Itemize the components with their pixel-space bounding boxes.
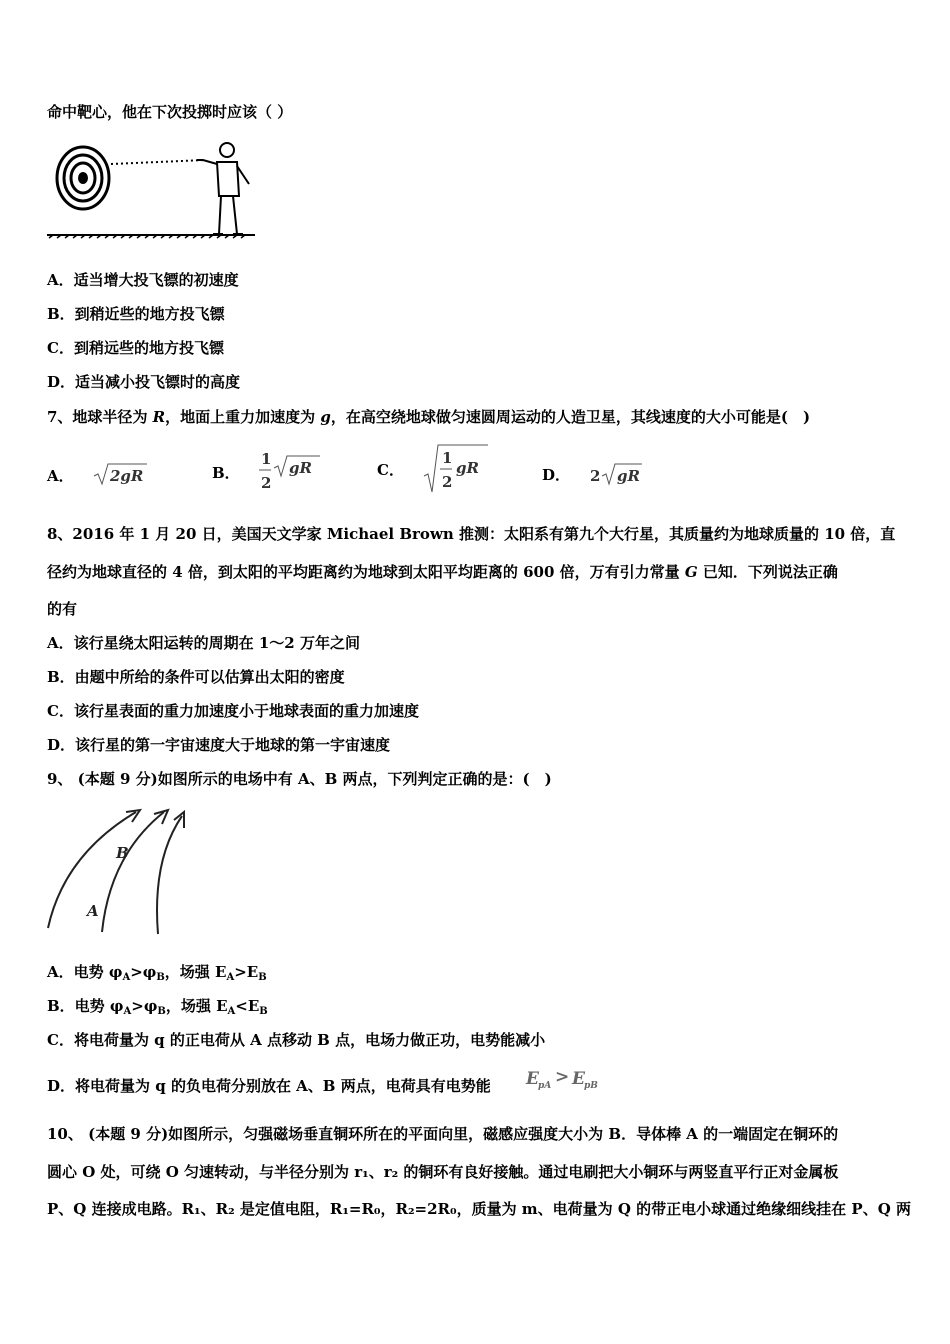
- svg-text:>: >: [555, 1067, 570, 1087]
- svg-text:gR: gR: [288, 459, 312, 477]
- q8-var-g: G: [684, 563, 698, 581]
- q8-option-b: B．由题中所给的条件可以估算出太阳的密度: [47, 668, 345, 686]
- electric-field-figure: [44, 800, 194, 940]
- target-bullseye: [78, 172, 88, 184]
- q10-stem-line3: P、Q 连接成电路。R₁、R₂ 是定值电阻，R₁=R₀，R₂=2R₀，质量为 m、电荷量为 Q 的带正电小球通过绝缘细线挂在 P、Q 两: [47, 1200, 911, 1218]
- svg-text:gR: gR: [455, 459, 479, 477]
- q8-option-a: A．该行星绕太阳运转的周期在 1～2 万年之间: [47, 634, 360, 652]
- q7-option-a-formula: [92, 462, 148, 488]
- dart-target-figure: [45, 138, 260, 243]
- svg-text:2: 2: [260, 474, 272, 492]
- field-arrow-2: [154, 810, 168, 824]
- q7-option-d-formula: [588, 460, 644, 488]
- q7-option-b-label: B．: [212, 463, 240, 482]
- q7-var-r: R: [152, 408, 166, 426]
- dart-path: [111, 160, 205, 164]
- svg-text:gR: gR: [617, 467, 640, 485]
- q7-stem: [47, 407, 810, 427]
- q7-option-a-label: A．: [47, 466, 74, 485]
- point-b-label: B: [116, 844, 129, 862]
- q6-option-b: B．到稍近些的地方投飞镖: [47, 305, 225, 323]
- svg-text:2: 2: [590, 467, 601, 485]
- q6-option-c: C．到稍远些的地方投飞镖: [47, 339, 224, 357]
- q7-option-b: [212, 448, 322, 496]
- q7-var-g: g: [320, 408, 331, 426]
- q8-stem-line2-b: 已知．下列说法正确: [697, 563, 838, 581]
- q8-option-d: D．该行星的第一宇宙速度大于地球的第一宇宙速度: [47, 736, 391, 754]
- q9-option-d-text: D．将电荷量为 q 的负电荷分别放在 A、B 两点，电荷具有电势能: [47, 1077, 491, 1095]
- q7-option-c-formula: [422, 442, 490, 496]
- q6-stem-tail: 命中靶心，他在下次投掷时应该（ ）: [47, 103, 293, 121]
- q9-option-b: B．电势 $\varphi_A>\varphi_B$，场强 $E_A<E_B$: [47, 997, 268, 1017]
- q9-stem: 9、 (本题 9 分)如图所示的电场中有 A、B 两点，下列判定正确的是：( ): [47, 770, 552, 788]
- q7-stem-b: ，地面上重力加速度为: [165, 408, 321, 426]
- q7-option-c: [377, 442, 490, 496]
- q7-option-c-label: C．: [377, 460, 404, 479]
- svg-text:2: 2: [441, 473, 453, 491]
- q7-option-d: [542, 460, 644, 488]
- q7-option-a: [47, 462, 148, 488]
- q8-stem-line2: [47, 562, 838, 582]
- q10-stem-line1: 10、 (本题 9 分)如图所示，匀强磁场垂直铜环所在的平面向里，磁感应强度大小为 B．导体棒 A 的一端固定在铜环的: [47, 1125, 839, 1143]
- q9-option-c: C．将电荷量为 q 的正电荷从 A 点移动 B 点，电场力做正功，电势能减小: [47, 1031, 546, 1049]
- q6-option-d: D．适当减小投飞镖时的高度: [47, 373, 241, 391]
- svg-text:E: E: [572, 1069, 585, 1089]
- svg-text:pA: pA: [538, 1081, 552, 1091]
- q10-stem-line2: 圆心 O 处，可绕 O 匀速转动，与半径分别为 r₁、r₂ 的铜环有良好接触。通过电刷把大小铜环与两竖直平行正对金属板: [47, 1163, 839, 1181]
- q9-option-d-formula: [524, 1064, 606, 1094]
- q8-stem-line1: 8、2016 年 1 月 20 日，美国天文学家 Michael Brown 推测：太阳系有第九个大行星，其质量约为地球质量的 10 倍，直: [47, 525, 896, 543]
- q7-option-b-formula: [258, 448, 322, 496]
- q9-option-a: A．电势 $\varphi_A>\varphi_B$，场强 $E_A>E_B$: [47, 963, 267, 983]
- q7-options: [47, 448, 847, 498]
- svg-text:1: 1: [441, 449, 453, 467]
- svg-text:pB: pB: [584, 1081, 598, 1091]
- q8-option-c: C．该行星表面的重力加速度小于地球表面的重力加速度: [47, 702, 419, 720]
- field-line-3: [157, 816, 182, 934]
- q7-stem-a: 7、地球半径为: [47, 408, 153, 426]
- svg-text:E: E: [526, 1069, 539, 1089]
- q6-option-a: A．适当增大投飞镖的初速度: [47, 271, 239, 289]
- q9-option-d: [47, 1076, 491, 1096]
- q7-option-d-label: D．: [542, 465, 571, 484]
- thrower-person-icon: [197, 143, 249, 234]
- point-a-label: A: [87, 902, 99, 920]
- q8-stem-line3: 的有: [47, 600, 78, 618]
- q8-stem-line2-a: 径约为地球直径的 4 倍，到太阳的平均距离约为地球到太阳平均距离的 600 倍，万有引力常量: [47, 563, 685, 581]
- svg-text:1: 1: [260, 450, 272, 468]
- svg-text:2gR: 2gR: [109, 467, 144, 485]
- q7-stem-c: ，在高空绕地球做匀速圆周运动的人造卫星，其线速度的大小可能是( ): [330, 408, 811, 426]
